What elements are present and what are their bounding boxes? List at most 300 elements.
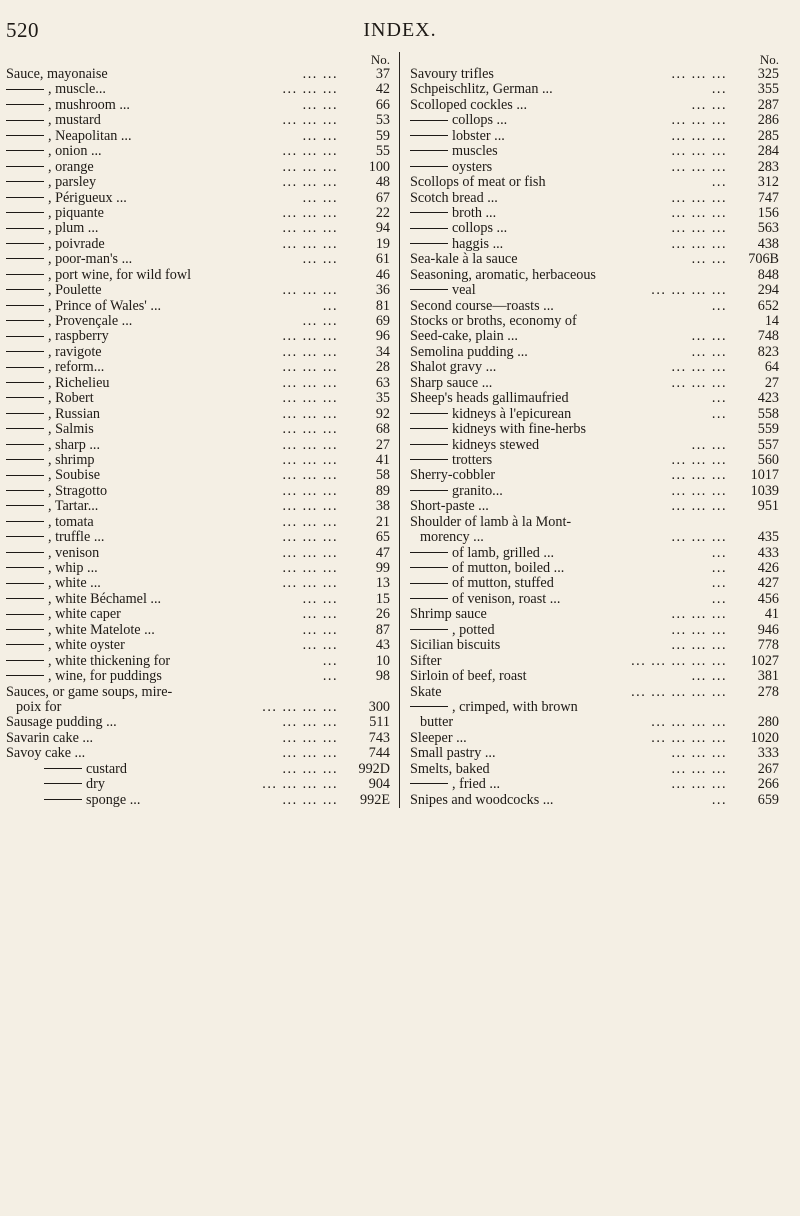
entry-text: , Richelieu — [48, 374, 110, 391]
ditto-dash — [410, 243, 448, 244]
leader-dots: ... ... ... — [671, 482, 727, 499]
index-entry — [404, 731, 783, 746]
entry-text: trotters — [452, 451, 493, 468]
entry-text: Sharp sauce ... — [410, 374, 493, 391]
index-entry — [0, 453, 394, 468]
leader-dots: ... ... ... — [671, 359, 727, 376]
index-entry — [404, 98, 783, 113]
index-entry — [0, 546, 394, 561]
entry-text: , piquante — [48, 204, 104, 221]
leader-dots: ... — [711, 297, 727, 314]
entry-text: lobster ... — [452, 127, 505, 144]
entry-text: , port wine, for wild fowl — [48, 266, 192, 283]
entry-text: Stocks or broths, economy of — [410, 313, 577, 329]
entry-name — [6, 329, 109, 344]
index-entry — [0, 731, 394, 746]
entry-number: 706B — [748, 251, 779, 268]
entry-number: 41 — [375, 451, 390, 468]
entry-text: , Périgueux ... — [48, 189, 127, 206]
entry-number: 427 — [757, 575, 779, 592]
entry-text: of venison, roast ... — [452, 590, 561, 607]
leader-dots: ... ... — [302, 189, 338, 206]
ditto-dash — [6, 459, 44, 460]
ditto-dash — [6, 475, 44, 476]
entry-number: 21 — [375, 513, 390, 530]
index-entry — [0, 252, 394, 267]
entry-number: 66 — [375, 96, 390, 113]
leader-dots: ... ... ... — [282, 467, 338, 484]
leader-dots: ... ... ... — [282, 112, 338, 129]
ditto-dash — [6, 104, 44, 105]
entry-number: 267 — [757, 760, 779, 777]
entry-name — [6, 576, 101, 591]
entry-text: Shrimp sauce — [410, 606, 487, 623]
entry-text: , white ... — [48, 575, 101, 592]
entry-number: 294 — [757, 282, 779, 299]
ditto-dash — [6, 490, 44, 491]
entry-text: morency ... — [420, 529, 484, 546]
index-entry — [0, 160, 394, 175]
entry-name — [6, 314, 132, 329]
entry-number: 748 — [757, 328, 779, 345]
entry-number: 433 — [757, 544, 779, 561]
index-entry — [404, 191, 783, 206]
ditto-dash — [410, 413, 448, 414]
index-entry — [404, 623, 783, 638]
index-entry — [404, 82, 783, 97]
entry-name — [410, 715, 453, 730]
entry-number: 27 — [764, 374, 779, 391]
ditto-dash — [410, 166, 448, 167]
entry-text: collops ... — [452, 112, 508, 129]
leader-dots: ... ... ... — [282, 529, 338, 546]
entry-number: 1020 — [750, 729, 779, 746]
entry-name — [410, 546, 554, 561]
leader-dots: ... ... ... — [282, 575, 338, 592]
ditto-dash — [6, 583, 44, 584]
ditto-dash — [410, 706, 448, 707]
index-entry — [0, 669, 394, 684]
ditto-dash — [6, 274, 44, 275]
entry-text: , Salmis — [48, 421, 94, 438]
leader-dots: ... ... ... — [282, 745, 338, 762]
entry-text: broth ... — [452, 204, 497, 221]
entry-number: 325 — [757, 66, 779, 82]
leader-dots: ... ... ... — [282, 220, 338, 237]
entry-number: 55 — [375, 143, 390, 160]
index-entry — [0, 299, 394, 314]
entry-number: 563 — [757, 220, 779, 237]
index-entry — [404, 329, 783, 344]
entry-name — [410, 731, 467, 746]
entry-name — [6, 391, 94, 406]
entry-number: 848 — [757, 266, 779, 283]
entry-number: 36 — [375, 282, 390, 299]
entry-text: , poivrade — [48, 235, 105, 252]
entry-name — [6, 129, 132, 144]
leader-dots: ... ... — [302, 637, 338, 654]
entry-number: 659 — [757, 791, 779, 808]
index-entry — [0, 268, 394, 283]
leader-dots: ... ... ... — [671, 112, 727, 129]
index-entry — [404, 592, 783, 607]
entry-number: 426 — [757, 560, 779, 576]
leader-dots: ... ... ... — [282, 714, 338, 731]
index-entry — [404, 67, 783, 82]
entry-text: , potted — [452, 621, 495, 638]
index-entry — [0, 376, 394, 391]
entry-name — [410, 268, 596, 283]
ditto-dash — [410, 444, 448, 445]
leader-dots: ... ... ... — [671, 467, 727, 484]
entry-text: , venison — [48, 544, 100, 561]
entry-name — [6, 561, 98, 576]
entry-name — [410, 499, 489, 514]
entry-text: Savoury trifles — [410, 66, 494, 82]
entry-name — [410, 67, 494, 82]
entry-text: , fried ... — [452, 776, 501, 793]
leader-dots: ... ... — [302, 313, 338, 329]
entry-text: , onion ... — [48, 143, 102, 160]
entry-name — [410, 746, 496, 761]
entry-number: 560 — [757, 451, 779, 468]
index-entry — [0, 67, 394, 82]
index-entry — [404, 391, 783, 406]
leader-dots: ... ... ... — [282, 729, 338, 746]
ditto-dash — [410, 629, 448, 630]
entry-number: 312 — [757, 174, 779, 191]
entry-text: kidneys stewed — [452, 436, 540, 453]
entry-name — [410, 283, 476, 298]
entry-text: , Stragotto — [48, 482, 108, 499]
entry-number: 61 — [375, 251, 390, 268]
entry-name — [410, 98, 527, 113]
entry-name — [6, 345, 102, 360]
entry-name — [410, 191, 498, 206]
entry-name — [6, 206, 104, 221]
index-entry — [0, 191, 394, 206]
entry-name — [6, 623, 155, 638]
ditto-dash — [6, 660, 44, 661]
entry-number: 96 — [375, 328, 390, 345]
ditto-dash — [6, 644, 44, 645]
entry-name — [6, 144, 102, 159]
entry-text: , truffle ... — [48, 529, 105, 546]
entry-number: 15 — [375, 590, 390, 607]
ditto-dash — [410, 428, 448, 429]
entry-name — [410, 299, 554, 314]
index-entry — [0, 499, 394, 514]
entry-number: 10 — [375, 652, 390, 669]
leader-dots: ... ... ... — [671, 189, 727, 206]
ditto-dash — [6, 629, 44, 630]
index-entry — [0, 129, 394, 144]
index-entry — [0, 576, 394, 591]
entry-number: 283 — [757, 158, 779, 175]
entry-name — [410, 592, 560, 607]
index-entry — [0, 607, 394, 622]
entry-name — [6, 67, 108, 82]
entry-text: , white Matelote ... — [48, 621, 155, 638]
ditto-dash — [6, 567, 44, 568]
leader-dots: ... ... ... — [282, 560, 338, 576]
leader-dots: ... ... ... — [282, 204, 338, 221]
leader-dots: ... — [711, 81, 727, 98]
entry-text: Seasoning, aromatic, herbaceous — [410, 266, 596, 283]
entry-name — [6, 731, 93, 746]
entry-name — [410, 762, 490, 777]
entry-name — [6, 453, 95, 468]
entry-number: 64 — [764, 359, 779, 376]
leader-dots: ... ... ... — [282, 328, 338, 345]
entry-name — [410, 345, 528, 360]
index-entry — [404, 576, 783, 591]
entry-text: kidneys à l'epicurean — [452, 405, 572, 422]
ditto-dash — [410, 598, 448, 599]
entry-name — [410, 391, 569, 406]
entry-number: 35 — [375, 390, 390, 407]
index-entry — [0, 530, 394, 545]
entry-text: , Poulette — [48, 282, 102, 299]
entry-text: dry — [86, 776, 105, 793]
entry-text: Schpeischlitz, German ... — [410, 81, 553, 98]
leader-dots: ... ... ... ... — [651, 282, 727, 299]
entry-text: , sharp ... — [48, 436, 101, 453]
entry-name — [410, 453, 492, 468]
entry-text: of mutton, stuffed — [452, 575, 554, 592]
index-entry — [0, 468, 394, 483]
leader-dots: ... — [322, 297, 338, 314]
entry-number: 278 — [757, 683, 779, 700]
entry-name — [410, 793, 553, 808]
entry-number: 1027 — [750, 652, 779, 669]
entry-text: , white oyster — [48, 637, 125, 654]
entry-text: Sicilian biscuits — [410, 637, 501, 654]
entry-number: 99 — [375, 560, 390, 576]
entry-name — [6, 160, 94, 175]
ditto-dash — [6, 228, 44, 229]
entry-number: 300 — [368, 698, 390, 715]
entry-number: 558 — [757, 405, 779, 422]
leader-dots: ... ... ... — [671, 760, 727, 777]
entry-number: 744 — [368, 745, 390, 762]
leader-dots: ... ... ... — [671, 498, 727, 515]
entry-text: , whip ... — [48, 560, 98, 576]
entry-name — [44, 777, 105, 792]
entry-number: 284 — [757, 143, 779, 160]
entry-text: , white Béchamel ... — [48, 590, 162, 607]
page-title: INDEX. — [363, 19, 437, 41]
leader-dots: ... ... ... ... — [651, 729, 727, 746]
leader-dots: ... ... ... — [671, 143, 727, 160]
entry-text: granito... — [452, 482, 503, 499]
entry-number: 992E — [360, 791, 390, 808]
entry-number: 94 — [375, 220, 390, 237]
leader-dots: ... ... ... ... ... — [631, 652, 727, 669]
entry-number: 559 — [757, 421, 779, 438]
index-entry — [404, 468, 783, 483]
ditto-dash — [6, 552, 44, 553]
entry-text: Scotch bread ... — [410, 189, 498, 206]
index-entry — [0, 407, 394, 422]
entry-name — [6, 468, 100, 483]
entry-number: 286 — [757, 112, 779, 129]
entry-text: , Russian — [48, 405, 101, 422]
entry-name — [6, 438, 100, 453]
entry-text: Scollops of meat or fish — [410, 174, 546, 191]
entry-number: 87 — [375, 621, 390, 638]
ditto-dash — [6, 428, 44, 429]
entry-number: 652 — [757, 297, 779, 314]
index-entry — [404, 160, 783, 175]
entry-name — [410, 113, 507, 128]
ditto-dash — [6, 289, 44, 290]
entry-number: 14 — [764, 313, 779, 329]
entry-text: Sauces, or game soups, mire- — [6, 683, 173, 700]
entry-text: Semolina pudding ... — [410, 343, 528, 360]
entry-name — [6, 422, 94, 437]
leader-dots: ... ... — [302, 606, 338, 623]
entry-number: 67 — [375, 189, 390, 206]
entry-number: 69 — [375, 313, 390, 329]
index-entry — [0, 762, 394, 777]
entry-number: 26 — [375, 606, 390, 623]
page-header — [0, 16, 800, 46]
entry-name — [6, 268, 191, 283]
index-entry — [0, 391, 394, 406]
ditto-dash — [410, 135, 448, 136]
leader-dots: ... ... ... — [671, 220, 727, 237]
leader-dots: ... ... — [691, 668, 727, 685]
entry-number: 65 — [375, 529, 390, 546]
index-entry — [0, 777, 394, 792]
entry-text: Savarin cake ... — [6, 729, 94, 746]
ditto-dash — [44, 768, 82, 769]
entry-name — [410, 206, 496, 221]
index-entry — [0, 422, 394, 437]
entry-text: , mushroom ... — [48, 96, 130, 113]
entry-text: veal — [452, 282, 476, 299]
entry-number: 81 — [375, 297, 390, 314]
index-entry — [404, 360, 783, 375]
entry-number: 58 — [375, 467, 390, 484]
entry-text: sponge ... — [86, 791, 141, 808]
index-entry — [0, 793, 394, 808]
leader-dots: ... ... ... — [671, 204, 727, 221]
entry-name — [6, 98, 130, 113]
entry-text: , tomata — [48, 513, 94, 530]
index-column-right — [399, 52, 783, 808]
leader-dots: ... — [711, 390, 727, 407]
entry-number: 47 — [375, 544, 390, 561]
leader-dots: ... — [711, 590, 727, 607]
entry-text: Shalot gravy ... — [410, 359, 497, 376]
index-entry — [404, 530, 783, 545]
entry-text: , Neapolitan ... — [48, 127, 132, 144]
index-entry — [0, 592, 394, 607]
index-entry — [404, 762, 783, 777]
entry-name — [410, 515, 571, 530]
ditto-dash — [6, 135, 44, 136]
entry-text: , muscle... — [48, 81, 106, 98]
index-entry — [404, 638, 783, 653]
entry-name — [410, 685, 442, 700]
index-entry — [404, 793, 783, 808]
entry-text: , poor-man's ... — [48, 251, 133, 268]
leader-dots: ... ... — [691, 328, 727, 345]
index-entry — [0, 237, 394, 252]
index-entry — [404, 206, 783, 221]
index-entry — [0, 715, 394, 730]
entry-text: Skate — [410, 683, 442, 700]
entry-number: 435 — [757, 529, 779, 546]
leader-dots: ... — [711, 791, 727, 808]
index-entry — [404, 453, 783, 468]
entry-text: Sea-kale à la sauce — [410, 251, 518, 268]
entry-name — [6, 376, 109, 391]
entry-name — [410, 438, 539, 453]
leader-dots: ... ... ... — [671, 235, 727, 252]
ditto-dash — [6, 336, 44, 337]
entry-name — [6, 530, 104, 545]
leader-dots: ... ... ... — [282, 158, 338, 175]
entry-number: 92 — [375, 405, 390, 422]
ditto-dash — [6, 320, 44, 321]
ditto-dash — [6, 258, 44, 259]
entry-number: 423 — [757, 390, 779, 407]
entry-text: , reform... — [48, 359, 105, 376]
entry-text: of lamb, grilled ... — [452, 544, 555, 561]
leader-dots: ... ... ... — [282, 235, 338, 252]
index-entry — [404, 314, 783, 329]
entry-number: 48 — [375, 174, 390, 191]
leader-dots: ... ... ... — [282, 359, 338, 376]
index-entry — [0, 654, 394, 669]
index-entry — [404, 252, 783, 267]
entry-text: Small pastry ... — [410, 745, 496, 762]
leader-dots: ... ... — [302, 251, 338, 268]
entry-name — [6, 407, 100, 422]
leader-dots: ... ... ... ... — [651, 714, 727, 731]
entry-name — [410, 144, 498, 159]
leader-dots: ... ... ... — [282, 451, 338, 468]
entry-text: , mustard — [48, 112, 101, 129]
ditto-dash — [6, 197, 44, 198]
index-entry — [404, 515, 783, 530]
index-entry — [404, 268, 783, 283]
entry-name — [6, 299, 161, 314]
index-entry — [404, 376, 783, 391]
leader-dots: ... ... ... — [282, 482, 338, 499]
entry-text: , ravigote — [48, 343, 102, 360]
leader-dots: ... ... — [302, 590, 338, 607]
entry-text: Sleeper ... — [410, 729, 467, 746]
entry-text: Second course—roasts ... — [410, 297, 554, 314]
entry-number: 823 — [757, 343, 779, 360]
leader-dots: ... ... — [302, 621, 338, 638]
entry-name — [410, 576, 554, 591]
entry-text: , crimped, with brown — [452, 698, 578, 715]
entry-number: 743 — [368, 729, 390, 746]
entry-text: , plum ... — [48, 220, 99, 237]
entry-text: oysters — [452, 158, 493, 175]
entry-text: Sausage pudding ... — [6, 714, 117, 731]
entry-name — [6, 638, 125, 653]
entry-number: 285 — [757, 127, 779, 144]
ditto-dash — [410, 228, 448, 229]
entry-name — [6, 252, 132, 267]
entry-name — [410, 407, 571, 422]
